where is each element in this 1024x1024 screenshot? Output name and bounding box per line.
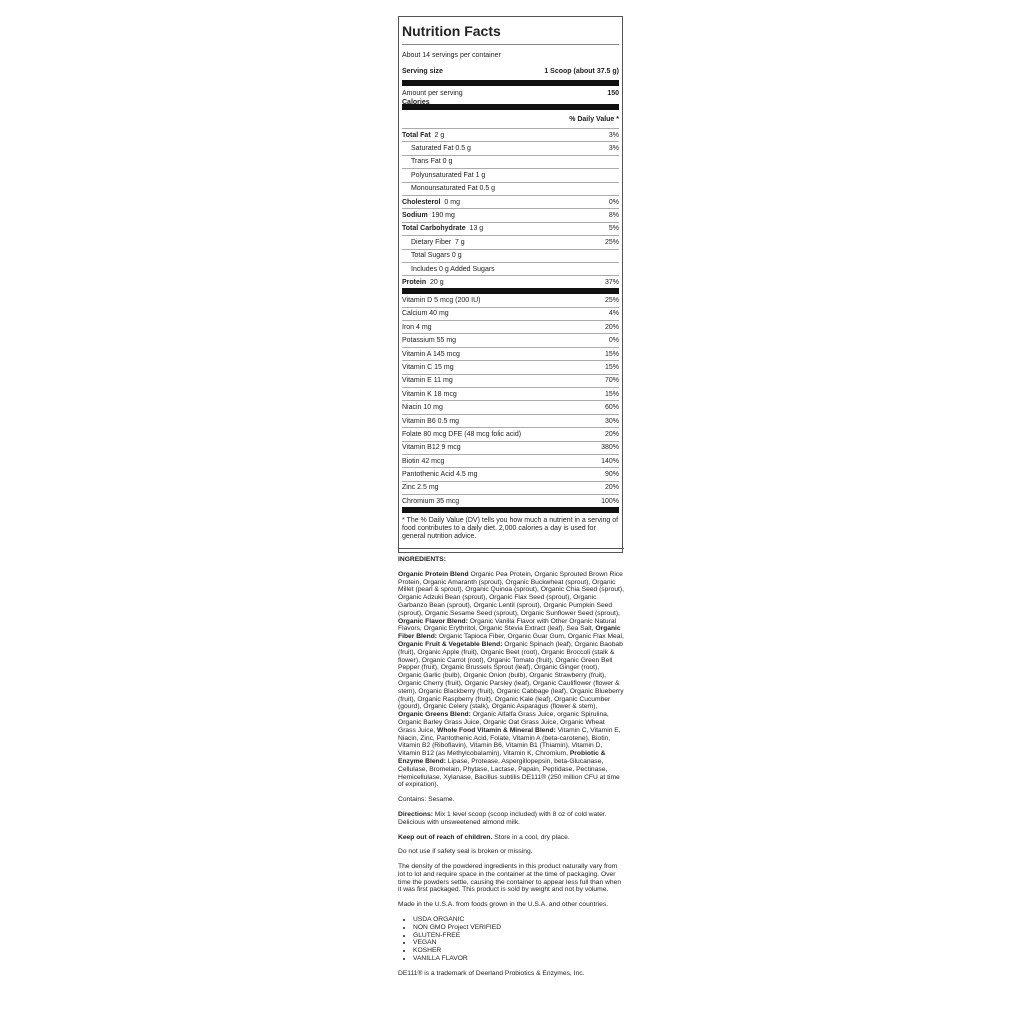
vitamin-name: Vitamin B6 0.5 mg	[402, 417, 460, 425]
nutrient-name	[402, 199, 460, 206]
vitamin-row	[402, 348, 619, 361]
trademark-note: DE111® is a trademark of Deerland Probiotics & Enzymes, Inc.	[398, 969, 585, 977]
vitamin-daily-value: 30%	[604, 417, 619, 425]
nutrient-name	[402, 132, 444, 139]
nutrient-row	[402, 236, 619, 249]
claim-item: • VEGAN	[413, 939, 624, 947]
vitamin-row	[402, 375, 619, 388]
ingredient-blend-text: Organic Tapioca Fiber, Organic Guar Gum, Organic Flax Meal,	[437, 633, 624, 641]
vitamin-row	[402, 495, 619, 513]
vitamin-daily-value: 100%	[601, 497, 619, 505]
ingredients-heading: INGREDIENTS:	[398, 556, 446, 563]
vitamin-row	[402, 401, 619, 414]
nutrient-name	[402, 225, 483, 232]
nutrient-name	[402, 239, 465, 246]
nutrient-amount: 2 g	[434, 131, 445, 139]
vitamin-row	[402, 334, 619, 347]
ingredient-blend-name: Organic Fiber Blend:	[398, 625, 621, 641]
ingredient-blend-name: Organic Flavor Blend:	[398, 617, 468, 625]
vitamin-daily-value: 25%	[604, 296, 619, 304]
vitamin-name: Chromium 35 mcg	[402, 497, 460, 505]
vitamin-row	[402, 294, 619, 307]
vitamin-name: Niacin 10 mg	[402, 404, 443, 412]
nutrient-label: Dietary Fiber	[411, 238, 452, 246]
vitamin-daily-value: 15%	[604, 363, 619, 371]
vitamin-name: Calcium 40 mg	[402, 310, 449, 318]
amount-per-serving: Amount per serving	[402, 90, 463, 97]
vitamin-row	[402, 321, 619, 334]
nutrient-label: Monounsaturated Fat 0.5 g	[411, 185, 496, 193]
nutrient-row	[402, 223, 619, 236]
nutrient-name	[402, 252, 462, 259]
nutrient-name	[402, 172, 485, 179]
nutrient-label: Includes 0 g Added Sugars	[411, 265, 495, 273]
vitamin-daily-value: 20%	[604, 323, 619, 331]
nutrient-label: Trans Fat 0 g	[411, 158, 453, 166]
nutrient-daily-value: 25%	[604, 238, 619, 246]
made-in-note: Made in the U.S.A. from foods grown in the U.S.A. and other countries.	[398, 901, 609, 909]
nutrient-label: Total Carbohydrate	[402, 225, 466, 233]
ingredient-blend-text: Organic Alfalfa Grass Juice, organic Spirulina, Organic Barley Grass Juice, Organic Oat Grass Juice, Organic Wheat Grass Juice,	[398, 711, 609, 734]
vitamin-row	[402, 308, 619, 321]
nutrient-label: Cholesterol	[402, 198, 441, 206]
nutrient-label: Polyunsaturated Fat 1 g	[411, 171, 486, 179]
claim-item: • VANILLA FLAVOR	[413, 955, 624, 963]
claim-item: • USDA ORGANIC	[413, 916, 624, 924]
nutrition-facts-title: Nutrition Facts	[402, 17, 619, 45]
vitamin-row	[402, 482, 619, 495]
servings-per-container: About 14 servings per container	[402, 52, 501, 59]
nutrient-daily-value: 3%	[608, 131, 619, 139]
nutrient-label: Saturated Fat 0.5 g	[411, 145, 471, 153]
nutrient-daily-value: 0%	[608, 198, 619, 206]
nutrient-row	[402, 263, 619, 276]
vitamin-daily-value: 15%	[604, 390, 619, 398]
calories-value: 150	[607, 90, 619, 97]
vitamin-name: Pantothenic Acid 4.5 mg	[402, 471, 478, 479]
ingredient-blend-name: Organic Protein Blend	[398, 570, 469, 578]
serving-size-row	[402, 63, 619, 86]
ingredient-blend-name: Organic Greens Blend:	[398, 711, 471, 719]
storage	[398, 834, 624, 842]
safety-seal-note: Do not use if safety seal is broken or missing.	[398, 848, 533, 856]
vitamin-daily-value: 60%	[604, 404, 619, 412]
directions-label: Directions:	[398, 810, 433, 818]
vitamin-name: Vitamin D 5 mcg (200 IU)	[402, 296, 481, 304]
ingredient-blend-name: Probiotic & Enzyme Blend:	[398, 750, 606, 765]
nutrient-row	[402, 156, 619, 169]
ingredients-text	[398, 571, 624, 789]
directions	[398, 811, 624, 827]
density-note: The density of the powdered ingredients in this product naturally vary from lot to lot and require space in the container at the time of packaging. Over time the powders settle, causing the container to appear less full than when it was first packaged. This product is sold by weight and not by volume.	[398, 863, 622, 894]
vitamin-daily-value: 140%	[601, 457, 619, 465]
vitamin-daily-value: 20%	[604, 484, 619, 492]
vitamin-daily-value: 90%	[604, 471, 619, 479]
vitamin-row	[402, 455, 619, 468]
nutrient-amount: 13 g	[469, 225, 484, 233]
nutrient-row	[402, 209, 619, 222]
nutrient-label: Total Fat	[402, 131, 431, 139]
vitamin-name: Potassium 55 mg	[402, 337, 457, 345]
ingredient-blend-text: Organic Spinach (leaf), Organic Baobab (fruit), Organic Apple (fruit), Organic Beet (root), Organic Broccoli (stalk & flower), Organic Carrot (root), Organic Tomato (fruit), Organic Green Bell Pepper (fruit), Organic Brussels Sprout (leaf), Organic Ginger (root), Organic Garlic (bulb), Organic Onion (bulb), Organic Strawberry (fruit), Organic Cherry (fruit), Organic Parsley (leaf), Organic Cauliflower (flower & stem), Organic Blackberry (fruit), Organic Cabbage (leaf), Organic Blueberry (fruit), Organic Raspberry (fruit), Organic Kale (leaf), Organic Cucumber (gourd), Organic Celery (stalk), Organic Asparagus (flower & stem),	[398, 640, 624, 711]
vitamin-name: Zinc 2.5 mg	[402, 484, 439, 492]
vitamin-row	[402, 468, 619, 481]
vitamin-name: Folate 80 mcg DFE (48 mcg folic acid)	[402, 430, 522, 438]
vitamin-name: Vitamin K 18 mcg	[402, 390, 457, 398]
ingredient-blend-text: Lipase, Protease, Aspergillopepsin, beta-Glucanase, Cellulase, Bromelain, Phytase, Lactase, Papain, Peptidase, Pectinase, Hemicellulase, Xylanase, Bacillus subtilis DE111® (250 million CFU at time of expiration).	[398, 757, 620, 789]
vitamin-row	[402, 388, 619, 401]
vitamin-daily-value: 70%	[604, 377, 619, 385]
nutrient-row	[402, 129, 619, 142]
allergen-statement: Contains: Sesame.	[398, 796, 455, 804]
vitamin-name: Iron 4 mg	[402, 323, 432, 331]
nutrient-row	[402, 276, 619, 294]
nutrient-daily-value: 5%	[608, 225, 619, 233]
nutrient-daily-value: 8%	[608, 212, 619, 220]
vitamin-name: Biotin 42 mcg	[402, 457, 445, 465]
ingredients-section	[398, 556, 624, 978]
nutrient-name	[402, 279, 444, 286]
vitamin-list	[402, 294, 619, 513]
vitamin-row	[402, 428, 619, 441]
vitamin-name: Vitamin C 15 mg	[402, 363, 454, 371]
ingredient-blend-name: Whole Food Vitamin & Mineral Blend:	[437, 726, 556, 734]
vitamin-daily-value: 4%	[608, 310, 619, 318]
nutrient-amount: 0 mg	[444, 198, 460, 206]
nutrient-name	[402, 212, 455, 219]
vitamin-daily-value: 15%	[604, 350, 619, 358]
nutrient-list	[402, 129, 619, 294]
nutrient-row	[402, 142, 619, 155]
vitamin-name: Vitamin A 145 mcg	[402, 350, 460, 358]
vitamin-name: Vitamin B12 9 mcg	[402, 444, 461, 452]
nutrient-label: Total Sugars 0 g	[411, 252, 462, 260]
claim-item: • KOSHER	[413, 947, 624, 955]
serving-size-value: 1 Scoop (about 37.5 g)	[544, 68, 619, 75]
nutrient-amount: 7 g	[454, 238, 465, 246]
nutrient-daily-value: 37%	[604, 278, 619, 286]
vitamin-row	[402, 361, 619, 374]
directions-text: Mix 1 level scoop (scoop included) with 8 oz of cold water. Delicious with unsweetened almond milk.	[398, 810, 607, 826]
vitamin-daily-value: 0%	[608, 337, 619, 345]
nutrient-daily-value: 3%	[608, 145, 619, 153]
nutrient-row	[402, 169, 619, 182]
vitamin-daily-value: 380%	[601, 444, 619, 452]
ingredient-blend-text: Vitamin C, Vitamin E, Niacin, Zinc, Pantothenic Acid, Folate, Vitamin A (beta-carotene), Biotin, Vitamin B2 (Riboflavin), Vitamin B6, Vitamin B1 (Thiamin), Vitamin D, Vitamin B12 (as Methylcobalamin), Vitamin K, Chromium,	[398, 726, 621, 758]
nutrient-name	[402, 158, 452, 165]
ingredient-blend-text: Organic Pea Protein, Organic Sprouted Brown Rice Protein, Organic Amaranth (sprout), Organic Buckwheat (sprout), Organic Millet (pearl & sprout), Organic Quinoa (sprout), Organic Chia Seed (sprout), Organic Adzuki Bean (sprout), Organic Flax Seed (sprout), Organic Garbanzo Bean (sprout), Organic Lentil (sprout), Organic Pumpkin Seed (sprout), Organic Sesame Seed (sprout), Organic Sunflower Seed (sprout),	[398, 570, 624, 617]
nutrient-row	[402, 183, 619, 196]
nutrient-name	[402, 266, 495, 273]
serving-size-label: Serving size	[402, 68, 443, 75]
calories-label: Calories	[402, 99, 430, 106]
nutrient-row	[402, 250, 619, 263]
calories-block	[402, 86, 619, 110]
daily-value-footnote: * The % Daily Value (DV) tells you how much a nutrient in a serving of food contributes to a daily diet. 2,000 calories a day is used for general nutrition advice.	[402, 517, 619, 541]
vitamin-row	[402, 442, 619, 455]
ingredient-blend-text: Organic Vanilla Flavor with Other Organic Natural Flavors, Organic Erythritol, Organic Stevia Extract (leaf), Sea Salt,	[398, 617, 617, 633]
nutrient-name	[402, 145, 471, 152]
divider	[398, 548, 624, 549]
nutrition-facts-label	[398, 16, 623, 553]
claims-list	[398, 916, 624, 963]
keep-text: Store in a cool, dry place.	[492, 833, 570, 841]
vitamin-name: Vitamin E 11 mg	[402, 377, 453, 385]
keep-label: Keep out of reach of children.	[398, 833, 493, 841]
daily-value-header: % Daily Value *	[402, 110, 619, 129]
nutrient-label: Sodium	[402, 212, 428, 220]
nutrient-name	[402, 185, 495, 192]
nutrient-row	[402, 196, 619, 209]
nutrient-amount: 20 g	[430, 278, 444, 286]
ingredient-blend-name: Organic Fruit & Vegetable Blend:	[398, 640, 503, 648]
nutrient-label: Protein	[402, 278, 427, 286]
vitamin-row	[402, 415, 619, 428]
nutrient-amount: 190 mg	[431, 212, 455, 220]
claim-item: • NON GMO Project VERIFIED	[413, 924, 624, 932]
vitamin-daily-value: 20%	[604, 430, 619, 438]
claim-item: • GLUTEN-FREE	[413, 932, 624, 940]
